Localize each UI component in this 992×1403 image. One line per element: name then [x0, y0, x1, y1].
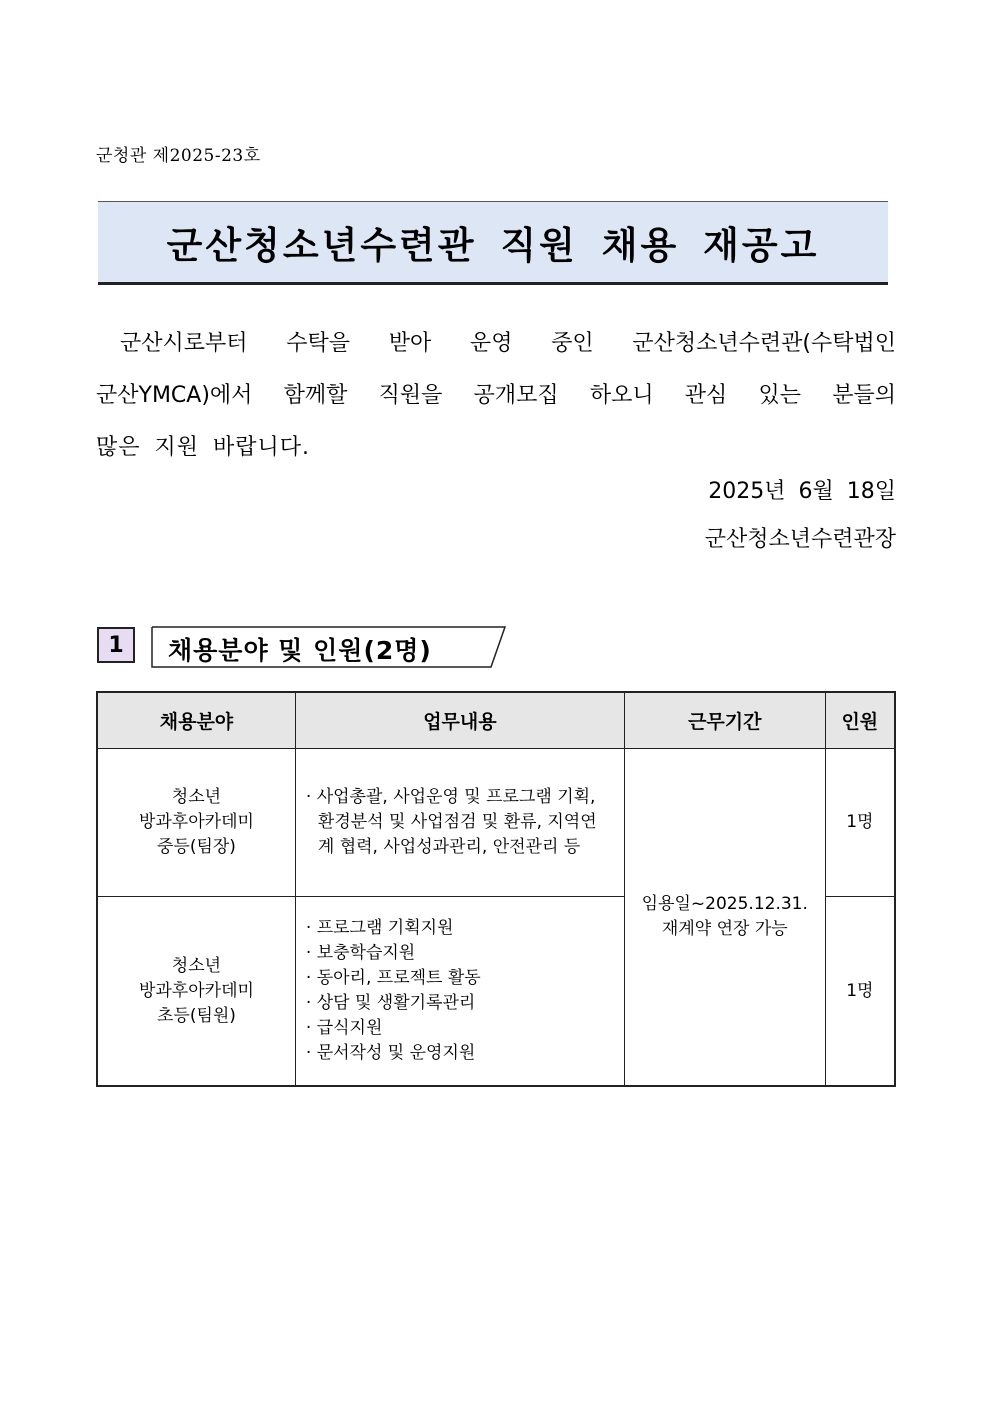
announcement-date: 2025년 6월 18일 — [708, 479, 896, 504]
recruitment-table — [96, 691, 896, 1087]
field-line: 청소년 — [171, 787, 222, 807]
duty-item: · 보충학습지원 — [305, 943, 416, 963]
duty-item: · 급식지원 — [305, 1018, 383, 1038]
title-banner — [98, 201, 888, 285]
intro-paragraph — [96, 318, 896, 474]
duty-item: · 동아리, 프로젝트 활동 — [305, 968, 481, 988]
header-count: 인원 — [825, 692, 895, 749]
section-title-box — [151, 626, 511, 668]
issuer-name: 군산청소년수련관장 — [704, 527, 896, 552]
duty-item: · 사업총괄, 사업운영 및 프로그램 기획, 환경분석 및 사업점검 및 환류, 지역연계 협력, 사업성과관리, 안전관리 등 — [305, 787, 597, 857]
count-cell: 1명 — [825, 749, 895, 897]
duties-cell — [295, 897, 624, 1087]
header-duties: 업무내용 — [295, 692, 624, 749]
intro-line-3: 많은 지원 바랍니다. — [96, 435, 310, 460]
intro-line-1: 군산시로부터 수탁을 받아 운영 중인 군산청소년수련관(수탁법인 — [120, 331, 896, 356]
field-cell — [97, 749, 295, 897]
period-line: 임용일~2025.12.31. — [641, 894, 808, 914]
duty-item: · 문서작성 및 운영지원 — [305, 1043, 476, 1063]
duty-item: · 상담 및 생활기록관리 — [305, 993, 476, 1013]
count-cell: 1명 — [825, 897, 895, 1087]
duty-item: · 프로그램 기획지원 — [305, 918, 454, 938]
intro-line-2: 군산YMCA)에서 함께할 직원을 공개모집 하오니 관심 있는 분들의 — [96, 383, 896, 408]
section-number-badge: 1 — [97, 627, 135, 663]
page-title: 군산청소년수련관 직원 채용 재공고 — [166, 224, 820, 267]
period-line: 재계약 연장 가능 — [661, 919, 788, 939]
document-number: 군청관 제2025-23호 — [96, 146, 261, 166]
header-period: 근무기간 — [624, 692, 825, 749]
period-cell — [624, 749, 825, 1087]
section-title: 채용분야 및 인원(2명) — [168, 636, 432, 665]
header-field: 채용분야 — [97, 692, 295, 749]
field-line: 청소년 — [171, 955, 222, 976]
field-line: 중등(팀장) — [156, 837, 236, 857]
field-line: 방과후아카데미 — [138, 812, 254, 832]
field-line: 방과후아카데미 — [138, 980, 254, 1001]
duties-cell — [295, 749, 624, 897]
field-line: 초등(팀원) — [156, 1005, 236, 1026]
table-row — [97, 749, 895, 897]
table-header-row — [97, 692, 895, 749]
field-cell — [97, 897, 295, 1087]
